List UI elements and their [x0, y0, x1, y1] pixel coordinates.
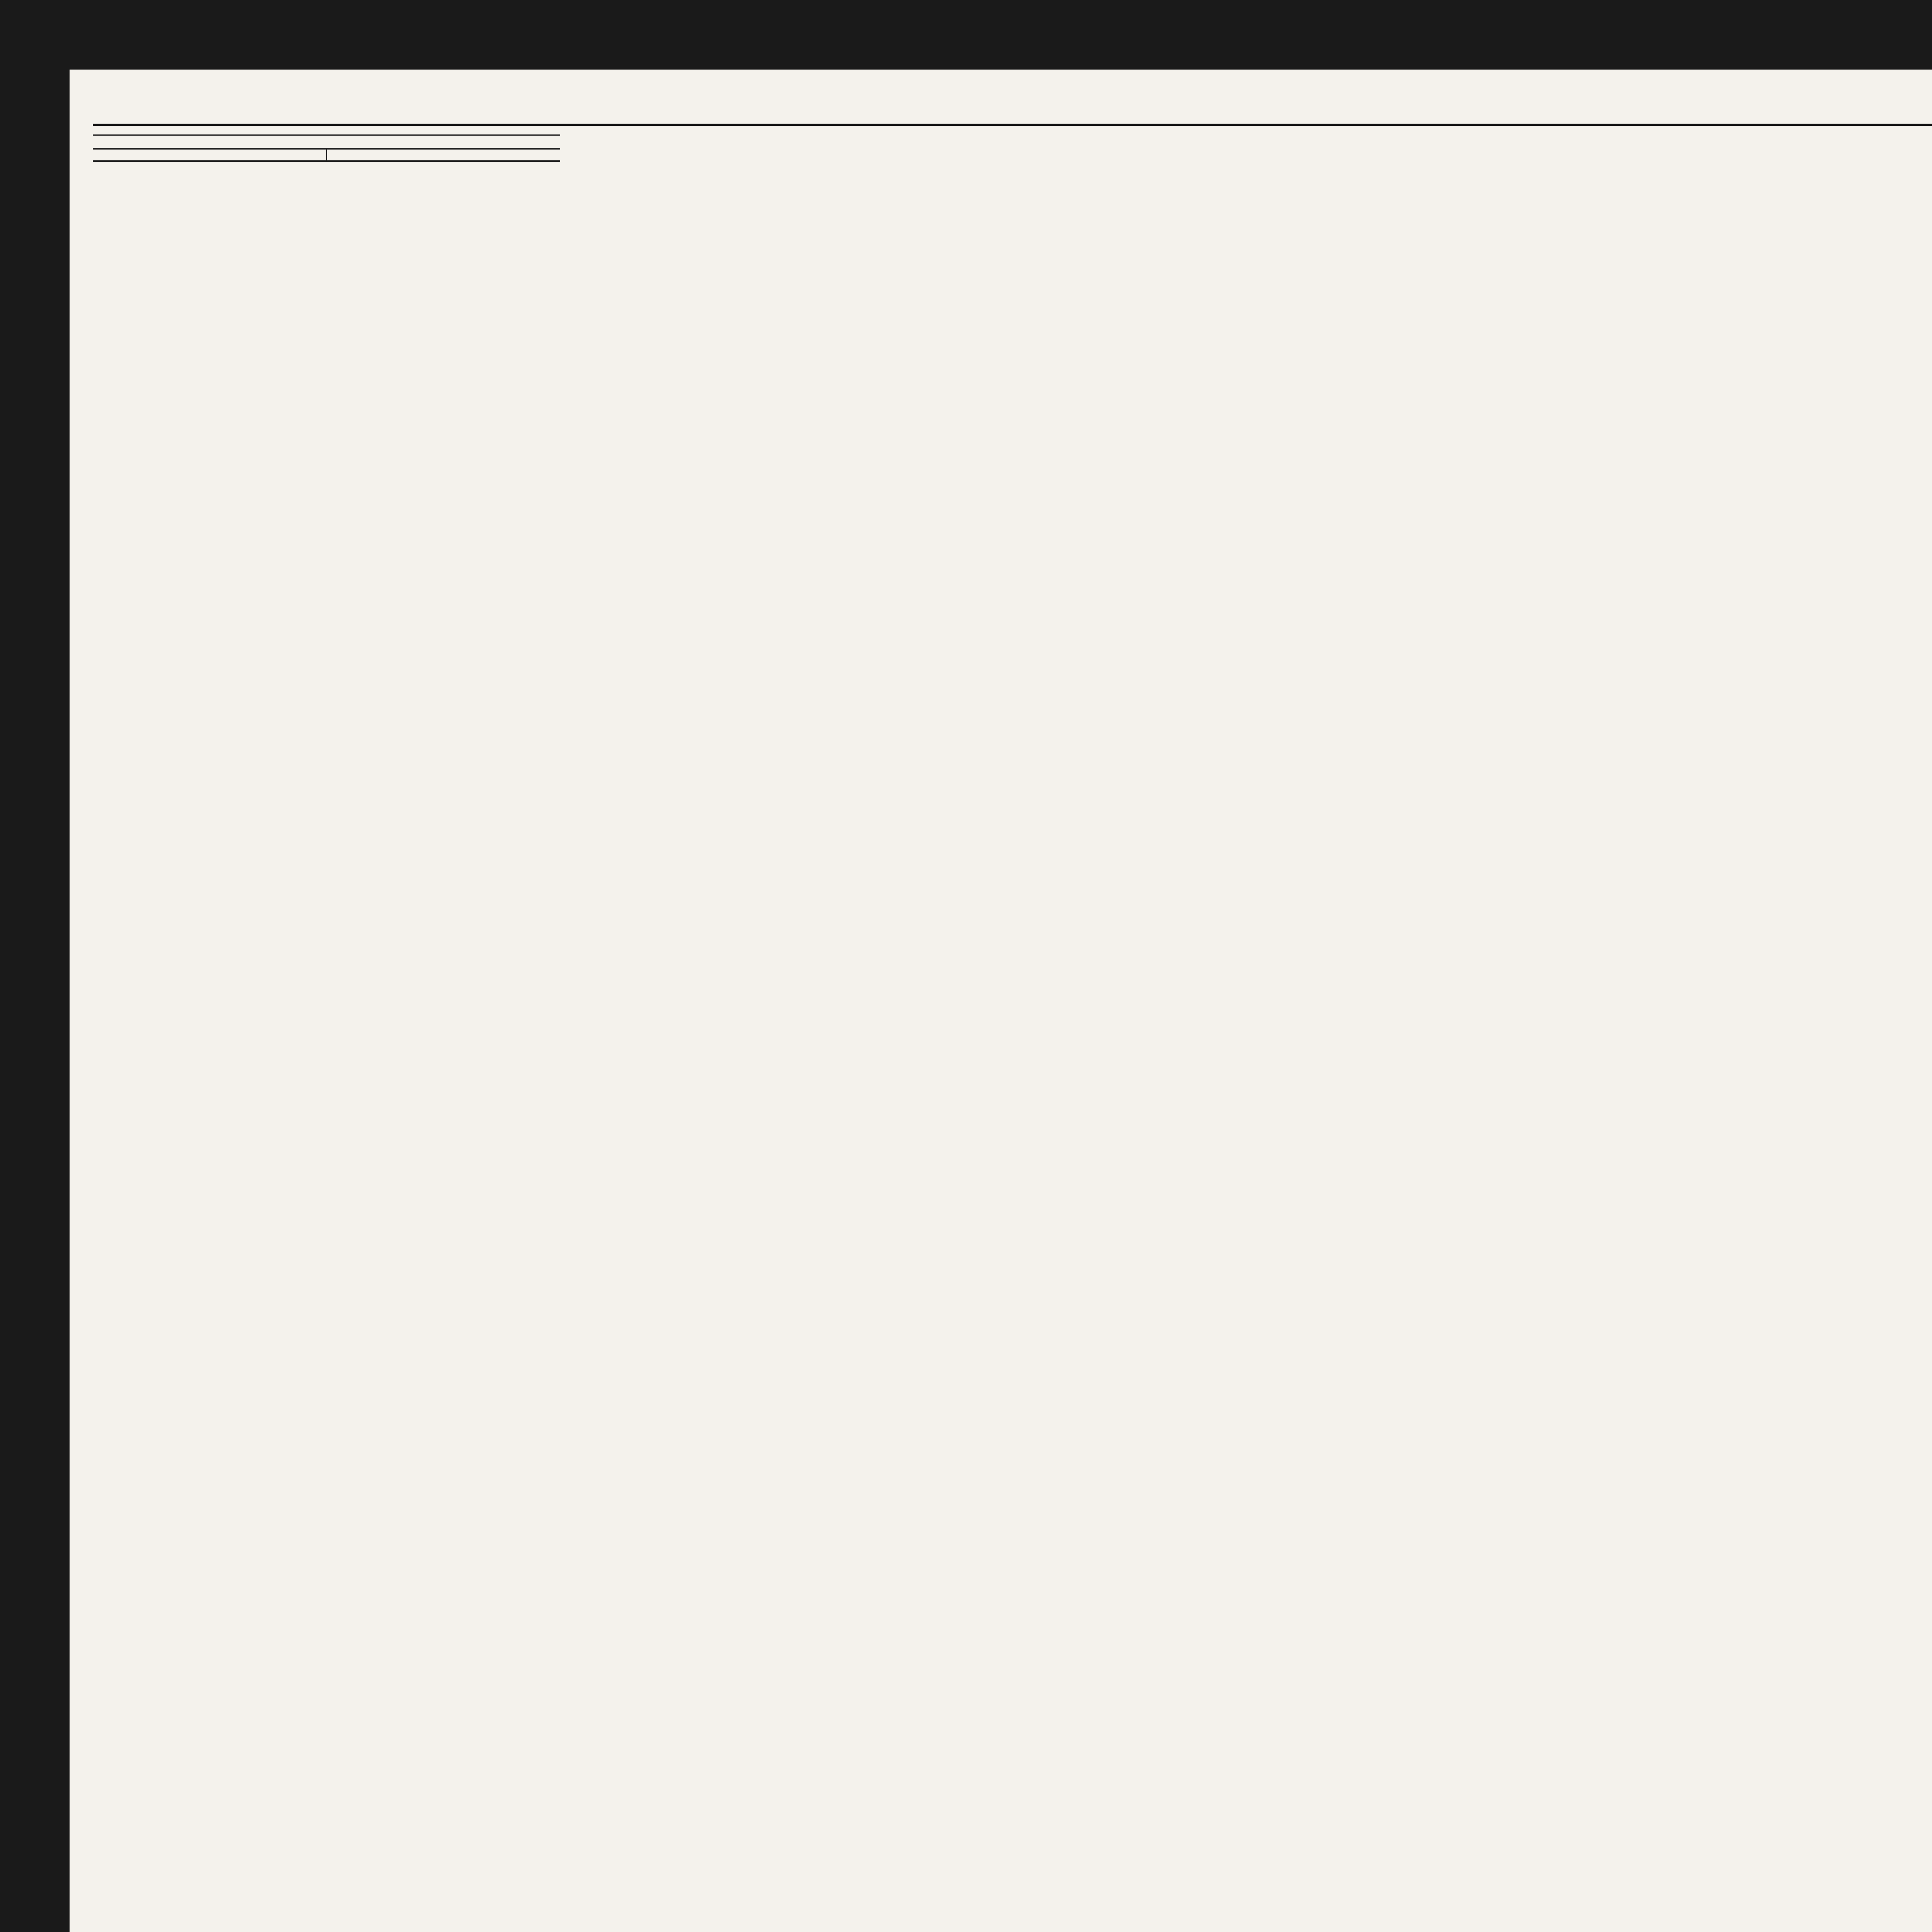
listing-st-john — [326, 150, 561, 160]
page-header — [93, 81, 1932, 126]
column-anglican-methodist — [93, 131, 560, 1932]
category-header — [93, 131, 560, 136]
newspaper-page — [70, 70, 1932, 1932]
listing-st-james — [93, 150, 326, 160]
listing-pair — [93, 150, 560, 162]
listing-cronyn — [93, 136, 560, 150]
